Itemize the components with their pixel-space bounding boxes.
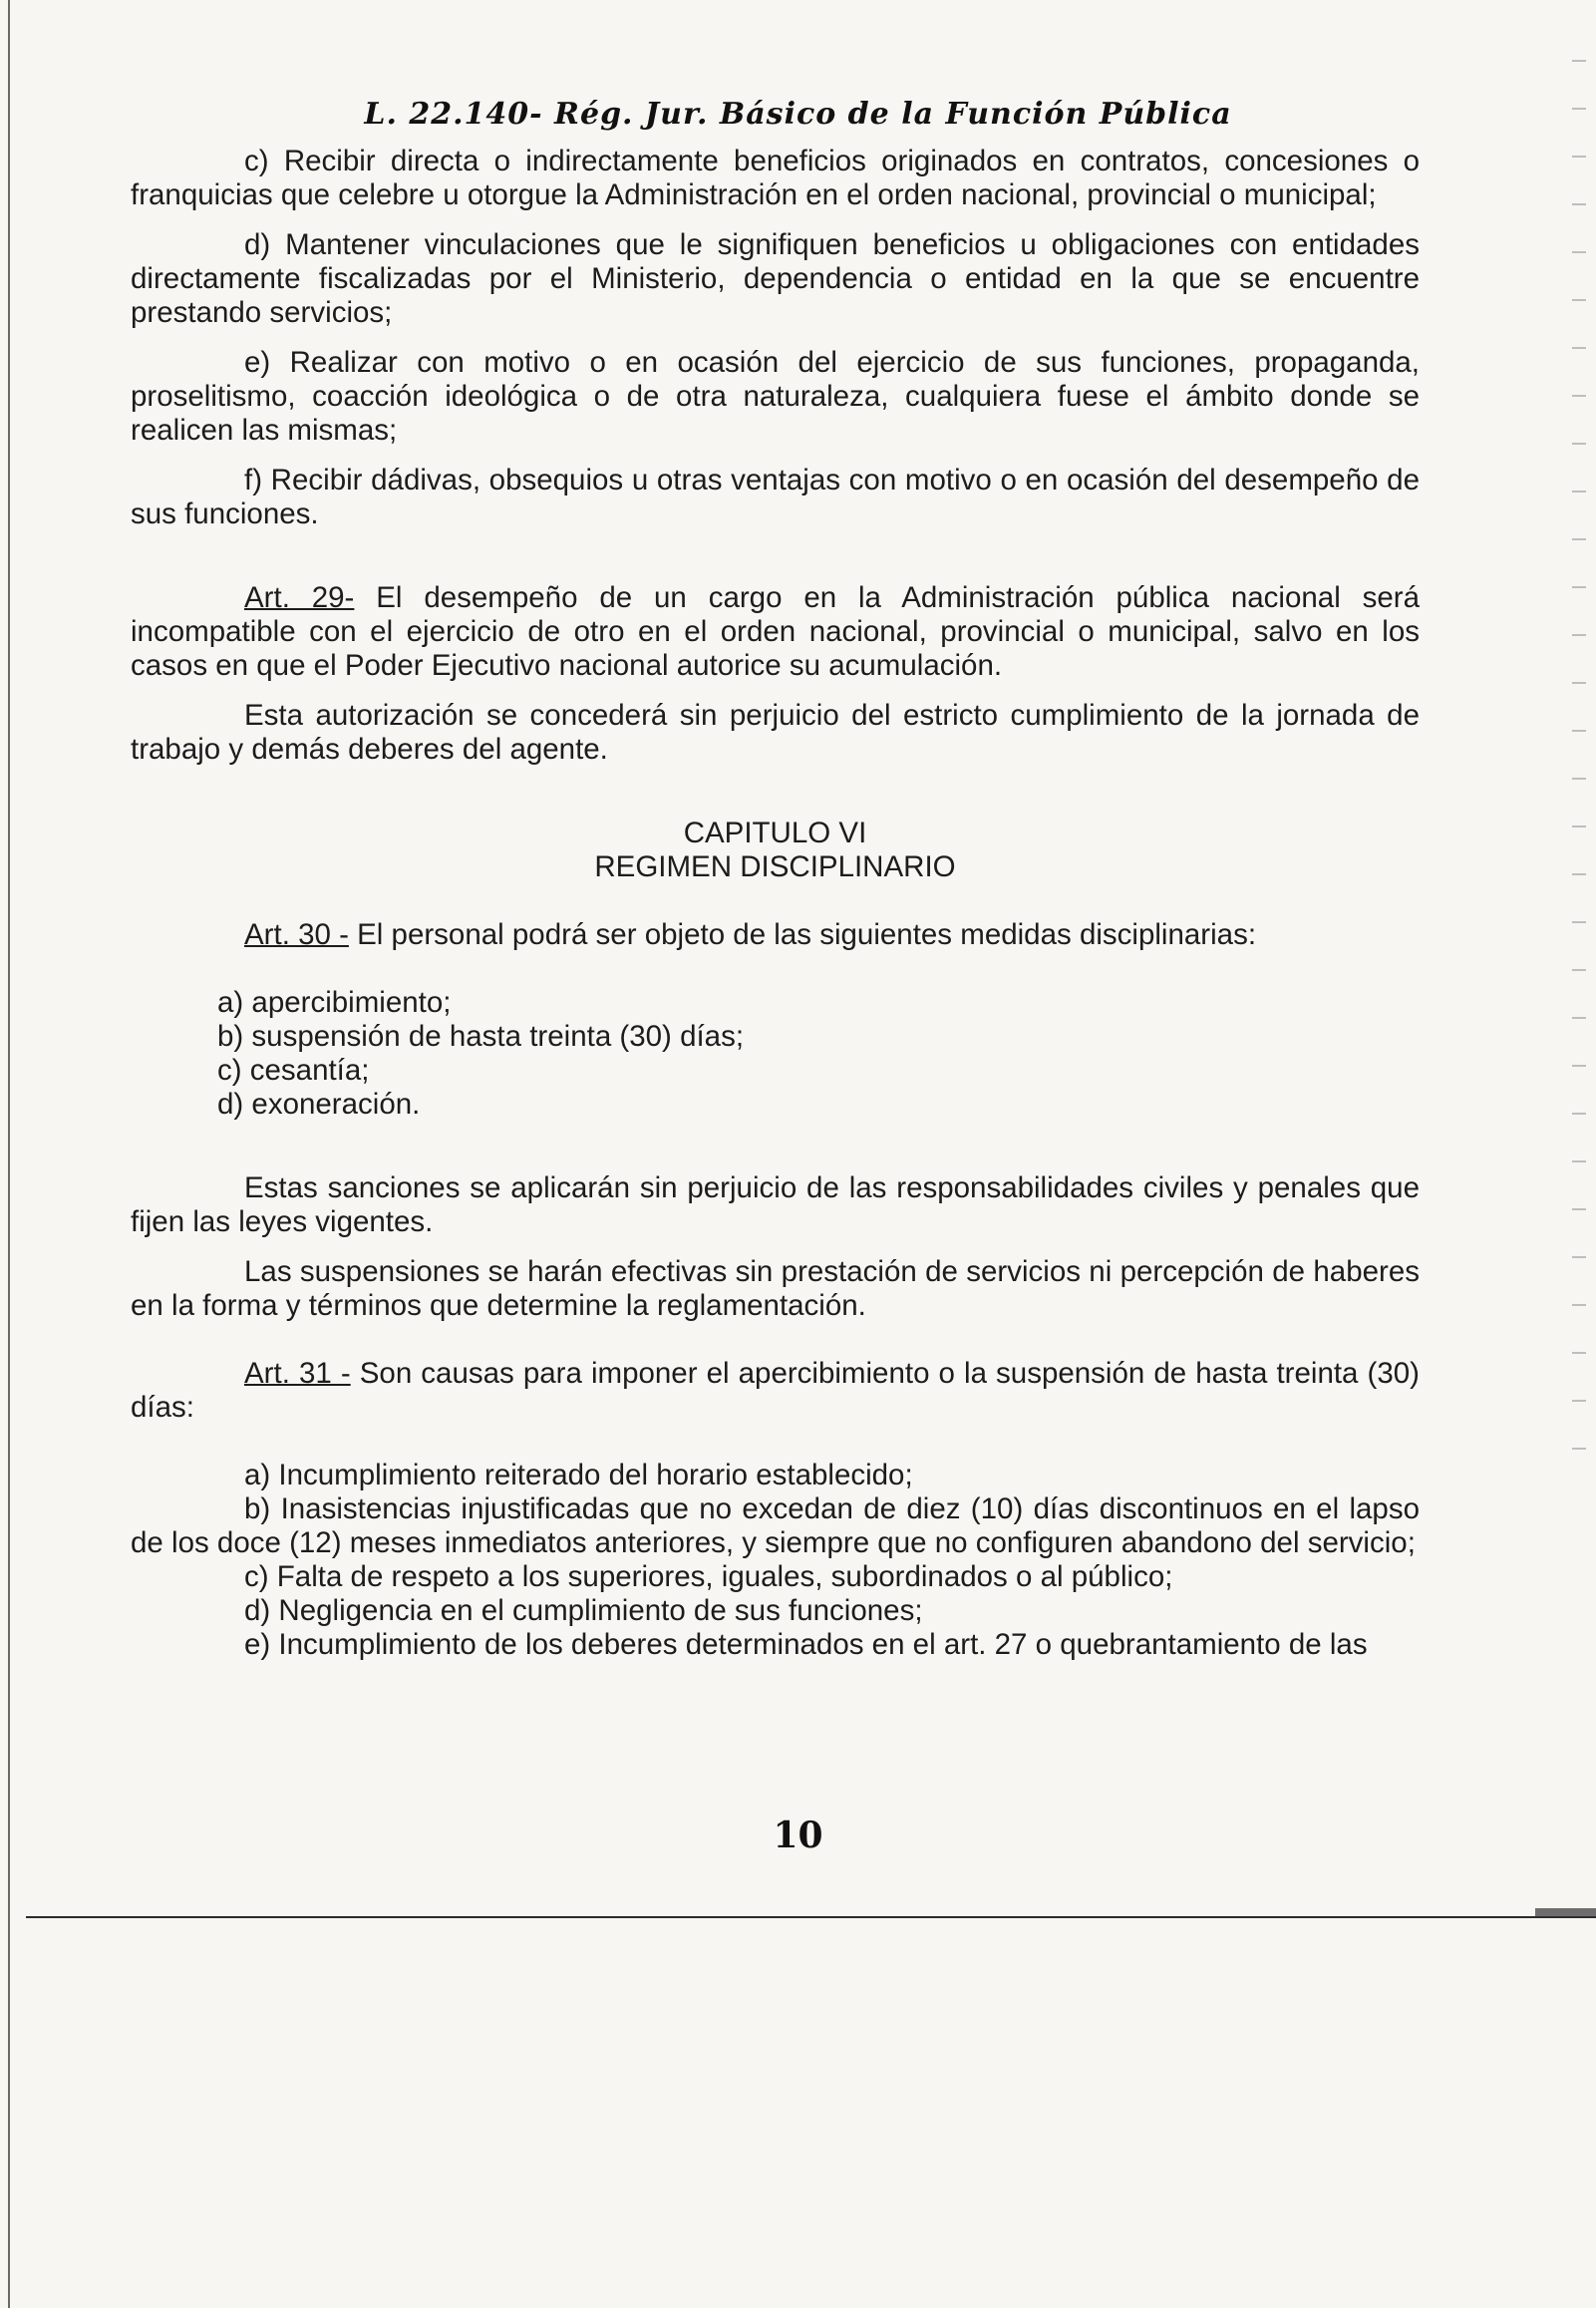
article-30-paragraph-2: Las suspensiones se harán efectivas sin prestación de servicios ni percepción de haberes en la forma y términos que determine la reglamentación. (131, 1255, 1420, 1322)
list-item: a) apercibimiento; (217, 986, 452, 1019)
article-30-paragraph-1: Estas sanciones se aplicarán sin perjuicio de las responsabilidades civiles y penales que fijen las leyes vigentes. (131, 1171, 1420, 1238)
list-item: b) Inasistencias injustificadas que no excedan de diez (10) días discontinuos en el lapso de los doce (12) meses inmediatos anteriores, y siempre que no configuren abandono del servicio; (131, 1492, 1420, 1559)
article-31-text: Son causas para imponer el apercibimiento o la suspensión de hasta treinta (30) días: (131, 1357, 1420, 1424)
footer-rule-mark (1535, 1908, 1596, 1917)
chapter-title: REGIMEN DISCIPLINARIO (594, 850, 956, 883)
running-header: L. 22.140- Rég. Jur. Básico de la Función Pública (364, 97, 1232, 132)
list-item: d) exoneración. (217, 1088, 421, 1121)
list-item: a) Incumplimiento reiterado del horario establecido; (244, 1459, 913, 1491)
list-item: c) cesantía; (217, 1054, 370, 1087)
article-31-list (131, 1459, 1420, 1662)
paragraph-c: c) Recibir directa o indirectamente beneficios originados en contratos, concesiones o franquicias que celebre u otorgue la Administración en el orden nacional, provincial o municipal; (131, 145, 1420, 211)
article-30-label: Art. 30 - (244, 918, 349, 951)
page-number: 10 (773, 1814, 823, 1856)
binder-edge-line (8, 0, 10, 2308)
article-31 (131, 1357, 1420, 1425)
page-edge-marks (1572, 60, 1592, 1555)
paragraph-f: f) Recibir dádivas, obsequios u otras ventajas con motivo o en ocasión del desempeño de sus funciones. (131, 464, 1420, 530)
list-item: c) Falta de respeto a los superiores, iguales, subordinados o al público; (244, 1560, 1173, 1593)
list-item: b) suspensión de hasta treinta (30) días; (217, 1020, 745, 1053)
document-body (131, 145, 1420, 1662)
footer-rule (26, 1916, 1596, 1918)
list-item: d) Negligencia en el cumplimiento de sus funciones; (244, 1594, 923, 1627)
article-29-text: El desempeño de un cargo en la Administración pública nacional será incompatible con el ejercicio de otro en el orden nacional, provincial o municipal, salvo en los casos en que el Poder Ejecutivo nacional autorice su acumulación. (131, 581, 1420, 682)
article-30-text: El personal podrá ser objeto de las siguientes medidas disciplinarias: (348, 918, 1257, 951)
article-30 (131, 918, 1420, 952)
paragraph-d: d) Mantener vinculaciones que le signifiquen beneficios u obligaciones con entidades directamente fiscalizadas por el Ministerio, dependencia o entidad en la que se encuentre prestando servicios; (131, 228, 1420, 329)
chapter-number: CAPITULO VI (683, 817, 867, 849)
article-29-label: Art. 29- (244, 581, 355, 614)
article-30-list (131, 986, 1420, 1122)
article-29 (131, 581, 1420, 683)
article-29-paragraph-2: Esta autorización se concederá sin perjuicio del estricto cumplimiento de la jornada de trabajo y demás deberes del agente. (131, 699, 1420, 766)
list-item: e) Incumplimiento de los deberes determinados en el art. 27 o quebrantamiento de las (244, 1628, 1368, 1661)
paragraph-e: e) Realizar con motivo o en ocasión del ejercicio de sus funciones, propaganda, proselitismo, coacción ideológica o de otra naturaleza, cualquiera fuese el ámbito donde se realicen las mismas; (131, 346, 1420, 447)
article-31-label: Art. 31 - (244, 1357, 351, 1390)
